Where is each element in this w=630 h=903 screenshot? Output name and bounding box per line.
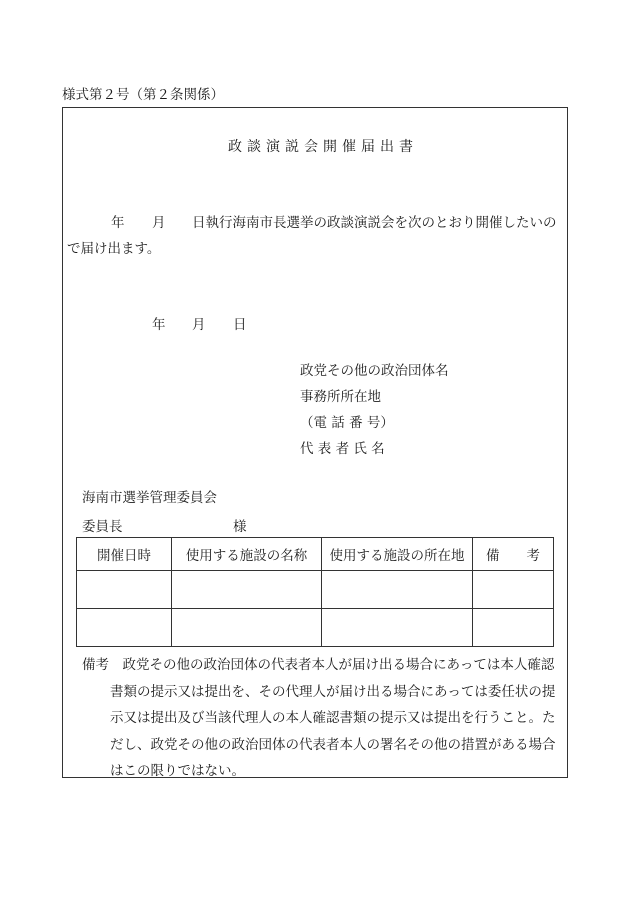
table-cell[interactable] [77,571,172,609]
chair-label: 委員長 [82,519,123,535]
remarks-note [82,652,561,785]
table-row [77,609,554,647]
date-month-label: 月 [192,317,206,333]
phone-label: （電 話 番 号） [300,415,394,431]
header-facility-name: 使用する施設の名称 [172,538,322,571]
body-statement-line1: 日執行海南市長選挙の政談演説会を次のとおり開催したいの [192,215,557,231]
note-line: 示又は提出及び当該代理人の本人確認書類の提示又は提出を行うこと。た [110,710,556,726]
table-cell[interactable] [77,609,172,647]
table-cell[interactable] [473,571,554,609]
table-row [77,571,554,609]
note-line: はこの限りではない。 [110,763,245,779]
body-year-label: 年 [111,215,125,231]
body-month-label: 月 [152,215,166,231]
table-cell[interactable] [322,571,473,609]
table-cell[interactable] [322,609,473,647]
document-title: 政談演説会開催届出書 [228,139,418,155]
header-datetime: 開催日時 [77,538,172,571]
event-table [76,537,554,647]
office-address-label: 事務所所在地 [300,389,381,405]
date-day-label: 日 [233,317,247,333]
body-statement-line2: で届け出ます。 [67,241,161,257]
honorific-label: 様 [233,519,247,535]
applicant-fields [300,358,449,462]
note-line: 政党その他の政治団体の代表者本人が届け出る場合にあっては本人確認 [122,657,555,673]
header-facility-address: 使用する施設の所在地 [322,538,473,571]
table-cell[interactable] [473,609,554,647]
committee-name: 海南市選挙管理委員会 [82,490,217,506]
date-year-label: 年 [152,317,166,333]
form-number: 様式第２号（第２条関係） [62,87,224,103]
table-cell[interactable] [172,571,322,609]
table-header-row [77,538,554,571]
note-label: 備考 [82,657,109,673]
org-name-label: 政党その他の政治団体名 [300,363,449,379]
header-remarks: 備 考 [473,538,554,571]
representative-label: 代 表 者 氏 名 [300,441,385,457]
table-cell[interactable] [172,609,322,647]
note-line: 書類の提示又は提出を、その代理人が届け出る場合にあっては委任状の提 [110,683,556,700]
note-line: だし、政党その他の政治団体の代表者本人の署名その他の措置がある場合 [110,736,556,753]
